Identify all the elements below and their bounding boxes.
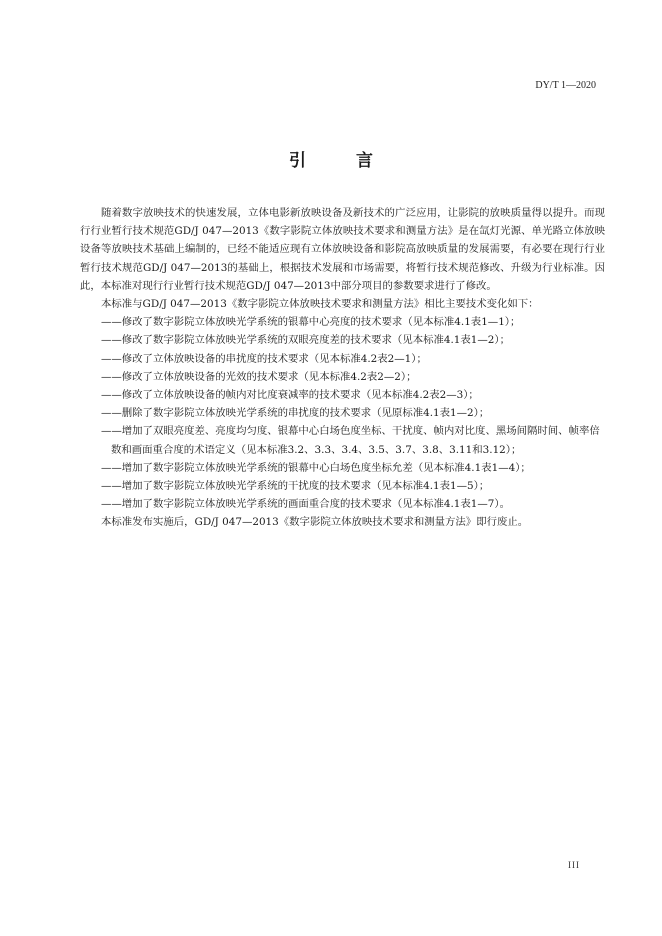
- list-item: ——增加了数字影院立体放映光学系统的画面重合度的技术要求（见本标准4.1表1—7）。: [101, 498, 510, 511]
- document-code: DY/T 1—2020: [535, 80, 596, 91]
- list-item: ——修改了立体放映设备的帧内对比度衰减率的技术要求（见本标准4.2表2—3）；: [101, 389, 479, 402]
- page-number: III: [568, 860, 580, 870]
- list-item: ——修改了立体放映设备的光效的技术要求（见本标准4.2表2—2）；: [101, 370, 417, 383]
- list-item: ——删除了数字影院立体放映光学系统的串扰度的技术要求（见原标准4.1表1—2）；: [101, 407, 490, 420]
- closing-paragraph: 本标准发布实施后，GD/J 047—2013《数字影院立体放映技术要求和测量方法》即行废止。: [101, 516, 529, 529]
- changes-list: [80, 313, 605, 513]
- intro-paragraph: 随着数字放映技术的快速发展，立体电影新放映设备及新技术的广泛应用，让影院的放映质量得以提升。而现行行业暂行技术规范GD/J 047—2013《数字影院立体放映技术要求和测量方法》是在氙灯光源、单光路立体放映设备等放映技术基础上编制的，已经不能适应现有立体放映设备和影院高放映质量的发展需要，有必要在现行行业暂行技术规范GD/J 047—2013的基础上，根据技术发展和市场需要，将暂行技术规范修改、升级为行业标准。因此，本标准对现行行业暂行技术规范GD/J 047—2013中部分项目的参数要求进行了修改。: [80, 207, 605, 292]
- list-item: ——修改了数字影院立体放映光学系统的银幕中心亮度的技术要求（见本标准4.1表1—1）；: [101, 316, 521, 329]
- list-item: ——修改了立体放映设备的串扰度的技术要求（见本标准4.2表2—1）；: [101, 352, 427, 365]
- list-item: ——修改了数字影院立体放映光学系统的双眼亮度差的技术要求（见本标准4.1表1—2）；: [101, 334, 510, 347]
- list-item: ——增加了数字影院立体放映光学系统的干扰度的技术要求（见本标准4.1表1—5）；: [101, 480, 490, 493]
- list-item: ——增加了数字影院立体放映光学系统的银幕中心白场色度坐标允差（见本标准4.1表1—4）；: [101, 461, 531, 474]
- section-title: 引 言: [289, 151, 395, 171]
- changes-intro-paragraph: 本标准与GD/J 047—2013《数字影院立体放映技术要求和测量方法》相比主要技术变化如下：: [101, 298, 539, 311]
- list-item: ——增加了双眼亮度差、亮度均匀度、银幕中心白场色度坐标、干扰度、帧内对比度、黑场间隔时间、帧率倍数和画面重合度的术语定义（见本标准3.2、3.3、3.4、3.5、3.7、3.8、3.11和3.12）；: [101, 425, 600, 456]
- document-body: [80, 204, 605, 532]
